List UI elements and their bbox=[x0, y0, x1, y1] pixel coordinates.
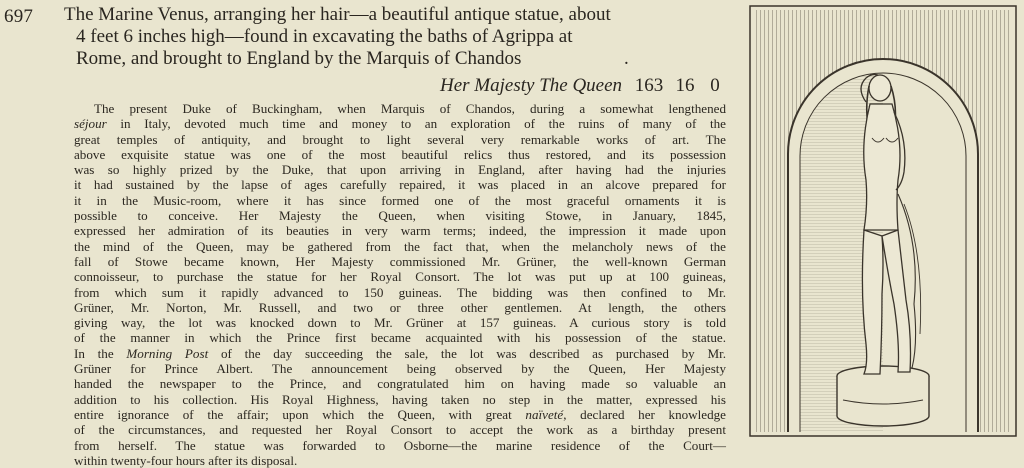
note-line: the mind of the Queen, may be gathered from the fact that, when the melancholy news of the bbox=[74, 238, 726, 254]
buyer-row bbox=[440, 75, 725, 97]
note-line: was so highly prized by the Duke, that upon arriving in England, after having had the injuries bbox=[74, 162, 726, 178]
note-line: Grüner for Prince Albert. The announcement being observed by the Queen, Her Majesty bbox=[74, 361, 726, 377]
note-line: it in the Music-room, where it has since formed one of the most graceful ornaments it is bbox=[74, 192, 726, 208]
marine-venus-statue-icon bbox=[748, 4, 1018, 438]
note-line: great temples of antiquity, and brought to light several very remarkable works of art. The bbox=[74, 131, 726, 147]
price-pounds: 163 bbox=[634, 75, 664, 96]
note-line: In the Morning Post of the day succeeding the sale, the lot was described as purchased by Mr. bbox=[74, 345, 727, 361]
note-line: possible to conceive. Her Majesty the Queen, when visiting Stowe, in January, 1845, bbox=[74, 208, 726, 224]
note-line: Grüner, Mr. Norton, Mr. Russell, and two or three other gentlemen. At length, the others bbox=[74, 299, 726, 315]
note-line: expressed her admiration of its beauties in very warm terms; indeed, the impression it made upon bbox=[74, 223, 726, 239]
price-pence: 0 bbox=[710, 75, 720, 96]
note-line: it had sustained by the lapse of ages carefully repaired, it was placed in an alcove prepared for bbox=[74, 177, 726, 193]
note-line: connoisseur, to purchase the statue for her Royal Consort. The lot was put up at 100 guineas, bbox=[74, 269, 726, 285]
note-line: above exquisite statue was one of the most beautiful relics thus restored, and its possession bbox=[74, 146, 726, 162]
note-line: of the circumstances, and requested her Royal Consort to accept the work as a birthday present bbox=[74, 422, 726, 438]
lot-description bbox=[64, 4, 724, 70]
note-line: from which sum it rapidly advanced to 150 guineas. The bidding was then confined to Mr. bbox=[74, 284, 726, 300]
note-line: from herself. The statue was forwarded to Osborne—the marine residence of the Court— bbox=[74, 437, 726, 453]
lot-description-line: 4 feet 6 inches high—found in excavating the baths of Agrippa at bbox=[76, 26, 573, 47]
lot-description-line: Rome, and brought to England by the Marquis of Chandos bbox=[76, 48, 522, 69]
note-line: giving way, the lot was knocked down to Mr. Grüner at 157 guineas. A curious story is told bbox=[74, 315, 726, 331]
trailing-dot: . bbox=[624, 48, 629, 69]
note-line: addition to his collection. His Royal Highness, having taken no step in the matter, expressed his bbox=[74, 391, 726, 407]
note-line: within twenty-four hours after its disposal. bbox=[74, 452, 298, 468]
lot-number: 697 bbox=[4, 6, 34, 27]
note-line: The present Duke of Buckingham, when Marquis of Chandos, during a somewhat lengthened bbox=[94, 101, 726, 116]
note-line: handed the newspaper to the Prince, and congratulated him on having made so valuable an bbox=[74, 376, 726, 392]
note-line: séjour in Italy, devoted much time and money to an exploration of the ruins of many of the bbox=[74, 116, 726, 132]
note-line: of the manner in which the Prince first became acquainted with his possession of the statue. bbox=[74, 330, 726, 346]
price-shillings: 16 bbox=[675, 75, 695, 96]
lot-note bbox=[74, 101, 726, 468]
buyer-name: Her Majesty The Queen bbox=[440, 75, 623, 96]
price bbox=[635, 75, 725, 97]
note-line: entire ignorance of the affair; upon which the Queen, with great naïveté, declared her knowledge bbox=[74, 406, 726, 422]
statue-engraving bbox=[748, 4, 1018, 438]
note-line: fall of Stowe became known, Her Majesty commissioned Mr. Grüner, the well-known German bbox=[74, 253, 726, 269]
lot-description-line: The Marine Venus, arranging her hair—a beautiful antique statue, about bbox=[64, 4, 611, 25]
